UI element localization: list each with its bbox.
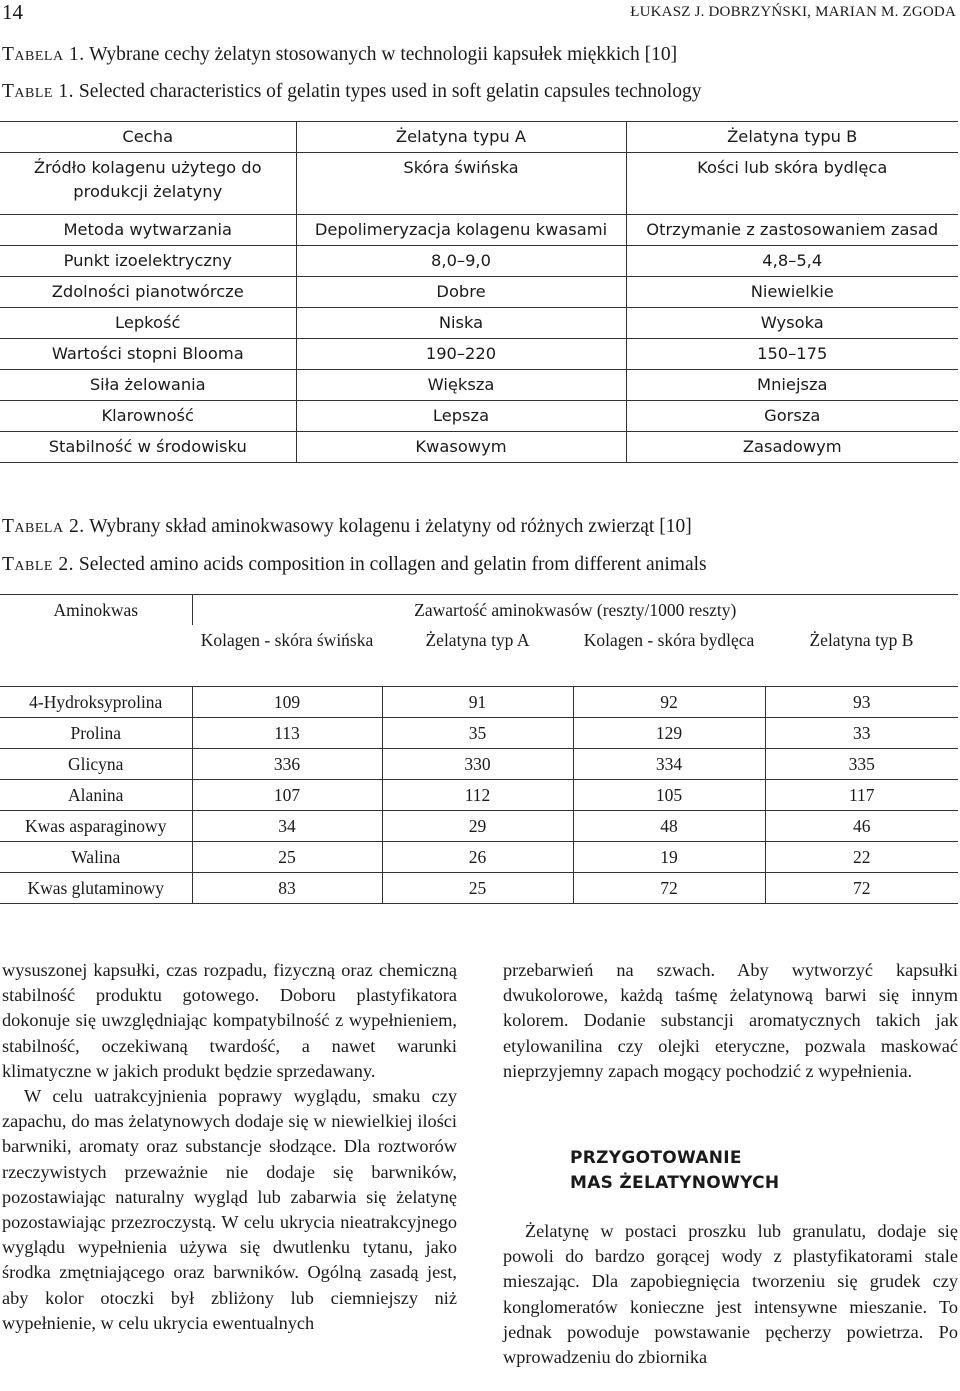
table-row bbox=[0, 215, 958, 246]
table-cell: 72 bbox=[765, 873, 958, 904]
table-cell: Depolimeryzacja kolagenu kwasami bbox=[296, 215, 626, 246]
table-cell: 330 bbox=[382, 749, 573, 780]
table-cell: Kości lub skóra bydlęca bbox=[626, 153, 958, 215]
table-cell: Kwasowym bbox=[296, 432, 626, 463]
table-cell: Kwas glutaminowy bbox=[0, 873, 192, 904]
table-cell: 34 bbox=[192, 811, 382, 842]
table-cell: Glicyna bbox=[0, 749, 192, 780]
table1-caption-en bbox=[2, 81, 702, 103]
running-header bbox=[0, 0, 960, 26]
table-cell: 129 bbox=[573, 718, 765, 749]
table-cell: 29 bbox=[382, 811, 573, 842]
table1-header-row bbox=[0, 122, 958, 153]
table-cell: 113 bbox=[192, 718, 382, 749]
table-cell: 150–175 bbox=[626, 339, 958, 370]
table-row bbox=[0, 370, 958, 401]
table1-header-cell: Żelatyna typu A bbox=[296, 122, 626, 153]
table2-caption-en-text: Selected amino acids composition in collagen and gelatin from different animals bbox=[78, 554, 707, 575]
table-cell: 33 bbox=[765, 718, 958, 749]
running-authors: ŁUKASZ J. DOBRZYŃSKI, MARIAN M. ZGODA bbox=[630, 4, 956, 20]
table-cell: 25 bbox=[192, 842, 382, 873]
table2-group-header-row bbox=[0, 595, 958, 626]
table-cell: Walina bbox=[0, 842, 192, 873]
table-cell: 35 bbox=[382, 718, 573, 749]
table-row bbox=[0, 749, 958, 780]
table1 bbox=[0, 121, 958, 463]
body-paragraph: wysuszonej kapsułki, czas rozpadu, fizyczną oraz chemiczną stabilność produktu gotowego. Doboru plastyfikatora dokonuje się uwzględniając kompatybilność z wypełnieniem, stabilność, oczekiwaną twardość, a nawet warunki klimatyczne w jakich produkt będzie sprzedawany. bbox=[2, 960, 457, 1081]
table-row bbox=[0, 718, 958, 749]
body-column-left bbox=[2, 958, 457, 1336]
table-cell: Lepkość bbox=[0, 308, 296, 339]
table-cell: Zdolności pianotwórcze bbox=[0, 277, 296, 308]
table-cell: 4-Hydroksyprolina bbox=[0, 687, 192, 718]
table-row bbox=[0, 780, 958, 811]
table2-subheader-cell: Żelatyna typ B bbox=[765, 625, 958, 687]
table-cell: Wysoka bbox=[626, 308, 958, 339]
table2-caption-en bbox=[2, 554, 707, 576]
table-cell: 107 bbox=[192, 780, 382, 811]
table1-caption-en-text: Selected characteristics of gelatin types used in soft gelatin capsules technology bbox=[78, 81, 702, 102]
table-row bbox=[0, 811, 958, 842]
table1-caption-pl bbox=[2, 44, 677, 66]
table2-caption-en-label: Table 2. bbox=[2, 554, 74, 575]
table-cell: 91 bbox=[382, 687, 573, 718]
table-cell: 4,8–5,4 bbox=[626, 246, 958, 277]
table1-caption-en-label: Table 1. bbox=[2, 81, 74, 102]
table-row bbox=[0, 432, 958, 463]
table-cell: Alanina bbox=[0, 780, 192, 811]
table-row bbox=[0, 339, 958, 370]
table-cell: 48 bbox=[573, 811, 765, 842]
table-row bbox=[0, 687, 958, 718]
table-cell: 109 bbox=[192, 687, 382, 718]
table2-caption-pl-label: Tabela 2. bbox=[2, 516, 85, 537]
body-paragraph: W celu uatrakcyjnienia poprawy wyglądu, smaku czy zapachu, do mas żelatynowych dodaje się w niewielkiej ilości barwniki, aromaty oraz substancje słodzące. Dla roztworów rzeczywistych przeważnie nie dodaje się barwników, pozostawiając naturalny wygląd lub zabarwia się żelatynę pozostawiając przezroczystą. W celu ukrycia nieatrakcyjnego wyglądu wypełnienia używa się dwutlenku tytanu, jako środka zmętniającego oraz barwników. Ogólną zasadą jest, aby kolor otoczki był zbliżony lub ciemniejszy niż wypełnienie, w celu ukrycia ewentualnych bbox=[2, 1086, 457, 1333]
table-cell: 335 bbox=[765, 749, 958, 780]
table-cell: Mniejsza bbox=[626, 370, 958, 401]
table-cell: 112 bbox=[382, 780, 573, 811]
table-cell: Skóra świńska bbox=[296, 153, 626, 215]
table-cell: 334 bbox=[573, 749, 765, 780]
table-cell: Otrzymanie z zastosowaniem zasad bbox=[626, 215, 958, 246]
table1-header-cell: Żelatyna typu B bbox=[626, 122, 958, 153]
table-row bbox=[0, 153, 958, 215]
table-cell: Klarowność bbox=[0, 401, 296, 432]
table-cell: 22 bbox=[765, 842, 958, 873]
table-cell: Źródło kolagenu użytego do produkcji żelatyny bbox=[0, 153, 296, 215]
table2 bbox=[0, 594, 958, 904]
table2-row-header: Aminokwas bbox=[0, 595, 192, 687]
section-heading-line: PRZYGOTOWANIE bbox=[570, 1148, 742, 1169]
table2-caption-pl bbox=[2, 516, 692, 538]
section-heading bbox=[570, 1146, 958, 1196]
table-cell: Siła żelowania bbox=[0, 370, 296, 401]
table-cell: 72 bbox=[573, 873, 765, 904]
table-cell: 46 bbox=[765, 811, 958, 842]
table-cell: Zasadowym bbox=[626, 432, 958, 463]
table-cell: 190–220 bbox=[296, 339, 626, 370]
table-cell: Kwas asparaginowy bbox=[0, 811, 192, 842]
table-cell: 25 bbox=[382, 873, 573, 904]
body-paragraph: przebarwień na szwach. Aby wytworzyć kapsułki dwukolorowe, każdą taśmę żelatynową barwi się innym kolorem. Dodanie substancji aromatycznych takich jak etylowanilina czy olejki eteryczne, pozwala maskować nieprzyjemny zapach mogący pochodzić z wypełnienia. bbox=[503, 960, 958, 1081]
table-cell: Stabilność w środowisku bbox=[0, 432, 296, 463]
table-cell: 105 bbox=[573, 780, 765, 811]
table-cell: Niska bbox=[296, 308, 626, 339]
table-cell: 92 bbox=[573, 687, 765, 718]
table2-subheader-cell: Kolagen - skóra bydlęca bbox=[573, 625, 765, 687]
table1-header-cell: Cecha bbox=[0, 122, 296, 153]
table-cell: Wartości stopni Blooma bbox=[0, 339, 296, 370]
table-cell: 8,0–9,0 bbox=[296, 246, 626, 277]
page-number: 14 bbox=[2, 0, 23, 24]
body-paragraph: Żelatynę w postaci proszku lub granulatu, dodaje się powoli do bardzo gorącej wody z plastyfikatorami stale mieszając. Dla zapobiegnięcia tworzeniu się grudek czy konglomeratów konieczne jest intensywne mieszanie. To jednak powoduje powstawanie pęcherzy powietrza. Po wprowadzeniu do zbiornika bbox=[503, 1221, 958, 1368]
table-cell: Niewielkie bbox=[626, 277, 958, 308]
table-cell: Większa bbox=[296, 370, 626, 401]
table-row bbox=[0, 277, 958, 308]
table-cell: Lepsza bbox=[296, 401, 626, 432]
table-row bbox=[0, 401, 958, 432]
table-cell: 117 bbox=[765, 780, 958, 811]
table-row bbox=[0, 308, 958, 339]
table2-subheader-cell: Żelatyna typ A bbox=[382, 625, 573, 687]
table2-group-header: Zawartość aminokwasów (reszty/1000 reszty) bbox=[192, 595, 958, 626]
table-cell: 93 bbox=[765, 687, 958, 718]
table-row bbox=[0, 246, 958, 277]
table1-caption-pl-text: Wybrane cechy żelatyn stosowanych w technologii kapsułek miękkich [10] bbox=[89, 44, 678, 65]
table-cell: 336 bbox=[192, 749, 382, 780]
table-cell: Punkt izoelektryczny bbox=[0, 246, 296, 277]
table-cell: Metoda wytwarzania bbox=[0, 215, 296, 246]
section-heading-line: MAS ŻELATYNOWYCH bbox=[570, 1173, 780, 1194]
table-cell: 83 bbox=[192, 873, 382, 904]
table-cell: 26 bbox=[382, 842, 573, 873]
table-cell: 19 bbox=[573, 842, 765, 873]
table-cell: Gorsza bbox=[626, 401, 958, 432]
table-cell: Prolina bbox=[0, 718, 192, 749]
table2-caption-pl-text: Wybrany skład aminokwasowy kolagenu i żelatyny od różnych zwierząt [10] bbox=[89, 516, 692, 537]
table2-subheader-cell: Kolagen - skóra świńska bbox=[192, 625, 382, 687]
table-row bbox=[0, 842, 958, 873]
table-row bbox=[0, 873, 958, 904]
table-cell: Dobre bbox=[296, 277, 626, 308]
table1-caption-pl-label: Tabela 1. bbox=[2, 44, 85, 65]
body-column-right bbox=[503, 958, 958, 1370]
